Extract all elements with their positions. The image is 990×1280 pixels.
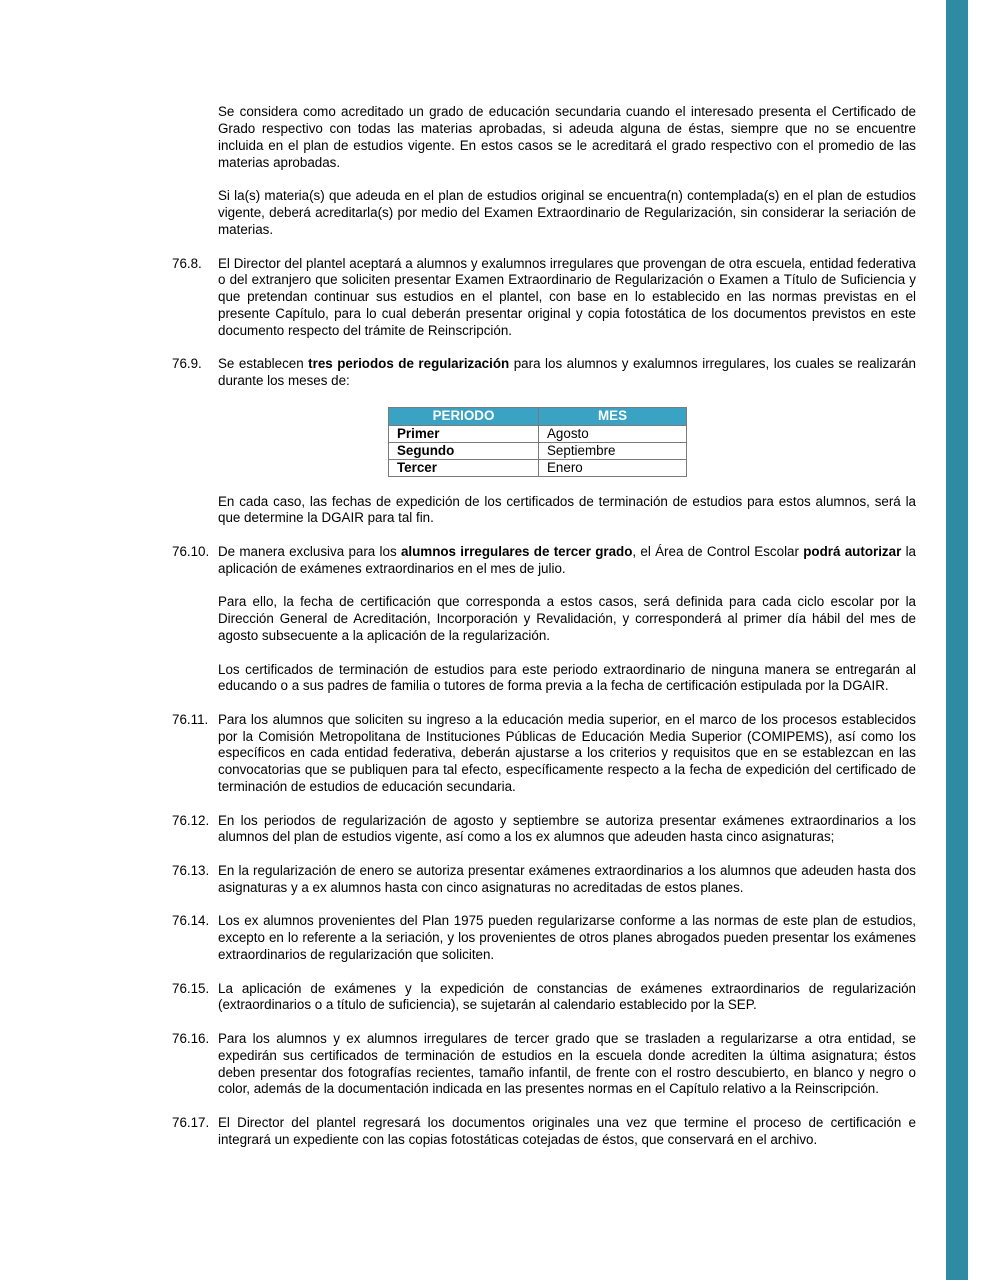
clause-number: 76.16. [172, 1031, 210, 1047]
regularization-periods-table [388, 407, 687, 477]
paragraph-certification-date: Para ello, la fecha de certificación que corresponda a estos casos, será definida para cada ciclo escolar por la Dirección General de Acreditación, Incorporación y Revalidación, y corresponderá al primer día hábil del mes de agosto subsecuente a la aplicación de la regularización. [218, 594, 916, 643]
paragraph-certificate-dates: En cada caso, las fechas de expedición de los certificados de terminación de estudios para estos alumnos, será la que determine la DGAIR para tal fin. [218, 493, 916, 526]
clause-76-12 [172, 812, 916, 847]
clause-number: 76.14. [172, 913, 210, 929]
clause-text: El Director del plantel regresará los documentos originales una vez que termine el proceso de certificación e integrará un expediente con las copias fotostáticas cotejadas de éstos, que conservará en el archivo. [218, 1115, 916, 1147]
paragraph-grade-accreditation: Se considera como acreditado un grado de educación secundaria cuando el interesado presenta el Certificado de Grado respectivo con todas las materias aprobadas, si adeuda alguna de éstas, siempre que no se encuentre incluida en el plan de estudios vigente. En estos casos se le acreditará el grado respectivo con el promedio de las materias aprobadas. [218, 104, 916, 170]
clause-number: 76.12. [172, 812, 210, 828]
clause-text: Se establecen [218, 356, 309, 372]
clause-76-17 [172, 1115, 916, 1149]
month-cell: Septiembre [539, 442, 687, 459]
period-cell: Segundo [389, 442, 539, 459]
table-header-row [389, 407, 687, 425]
paragraph-owed-subjects: Si la(s) materia(s) que adeuda en el plan de estudios original se encuentra(n) contemplada(s) en el plan de estudios vigente, deberá acreditarla(s) por medio del Examen Extraordinario de Regularización, sin considerar la seriación de materias. [218, 188, 916, 237]
clause-text: En los periodos de regularización de agosto y septiembre se autoriza presentar exámenes extraordinarios a los alumnos del plan de estudios vigente, así como a los ex alumnos que adeuden hasta cinco asignaturas; [218, 812, 916, 845]
table-row [389, 459, 687, 476]
table-row [389, 425, 687, 442]
clause-76-10 [172, 543, 916, 578]
month-cell: Agosto [539, 425, 687, 442]
month-cell: Enero [539, 459, 687, 476]
clause-bold-text: alumnos irregulares de tercer grado [400, 543, 633, 559]
table-row [389, 442, 687, 459]
clause-number: 76.8. [172, 255, 202, 271]
clause-number: 76.13. [172, 863, 210, 879]
clause-number: 76.11. [172, 711, 209, 727]
clause-text: , el Área de Control Escolar [632, 543, 804, 559]
period-cell: Tercer [389, 459, 539, 476]
clause-bold-text: tres periodos de regularización [308, 356, 510, 372]
clause-number: 76.9. [172, 356, 202, 372]
clause-76-14 [172, 913, 916, 963]
clause-text: Para los alumnos que soliciten su ingreso a la educación media superior, en el marco de los procesos establecidos por la Comisión Metropolitana de Instituciones Públicas de Educación Media Superior (COMIPEMS), así como los específicos en cada entidad federativa, deberán ajustarse a los criterios y requisitos que en se establezcan en las convocatorias que se publiquen para tal efecto, específicamente respecto a la fecha de expedición del certificado de terminación de estudios de educación secundaria. [218, 711, 916, 795]
clause-number: 76.17. [172, 1115, 210, 1131]
clause-76-15 [172, 980, 916, 1015]
clause-text: para los alumnos y exalumnos irregulares, los cuales se realizarán durante los meses de: [218, 356, 917, 389]
clause-text: La aplicación de exámenes y la expedición de constancias de exámenes extraordinarios de regularización (extraordinarios o a título de suficiencia), se sujetarán al calendario establecido por la SEP. [218, 980, 916, 1013]
clause-76-13 [172, 863, 916, 897]
clause-bold-text: podrá autorizar [803, 543, 902, 559]
clause-text: El Director del plantel aceptará a alumnos y exalumnos irregulares que provengan de otra escuela, entidad federativa o del extranjero que soliciten presentar Examen Extraordinario de Regularización o Examen a Título de Suficiencia y que pretendan continuar sus estudios en el plantel, con base en lo establecido en las normas previstas en el presente Capítulo, para lo cual deberán presentar original y copia fotostática de los documentos previstos en este documento respecto del trámite de Reinscripción. [218, 255, 916, 338]
column-header-periodo: PERIODO [389, 407, 539, 425]
clause-number: 76.15. [172, 980, 210, 996]
clause-text: Para los alumnos y ex alumnos irregulares de tercer grado que se trasladen a regularizarse a otra entidad, se expedirán sus certificados de terminación de estudios en la escuela donde acrediten la última asignatura; éstos deben presentar dos fotografías recientes, tamaño infantil, de frente con el rostro descubierto, en blanco y negro o color, además de la documentación indicada en las presentes normas en el Capítulo relativo a la Reinscripción. [218, 1031, 916, 1097]
clause-76-9 [172, 356, 917, 390]
clause-text: Los ex alumnos provenientes del Plan 1975 pueden regularizarse conforme a las normas de este plan de estudios, excepto en lo referente a la seriación, y los provenientes de otros planes abrogados pueden presentar los exámenes extraordinarios de regularización que soliciten. [218, 913, 916, 963]
clause-number: 76.10. [172, 543, 210, 559]
period-cell: Primer [389, 425, 539, 442]
clause-76-8 [172, 255, 916, 340]
paragraph-certificate-delivery: Los certificados de terminación de estudios para este periodo extraordinario de ninguna manera se entregarán al educando o a sus padres de familia o tutores de forma previa a la fecha de certificación estipulada por la DGAIR. [218, 661, 916, 694]
clause-76-16 [172, 1031, 916, 1098]
clause-text: la aplicación de exámenes extraordinarios en el mes de julio. [218, 543, 916, 576]
column-header-mes: MES [539, 407, 687, 425]
document-page [0, 91, 990, 1165]
clause-text: En la regularización de enero se autoriza presentar exámenes extraordinarios a los alumnos que adeuden hasta dos asignaturas y a ex alumnos hasta con cinco asignaturas no acreditadas de estos planes. [218, 863, 916, 895]
clause-text: De manera exclusiva para los [218, 543, 401, 559]
clause-76-11 [172, 711, 916, 796]
